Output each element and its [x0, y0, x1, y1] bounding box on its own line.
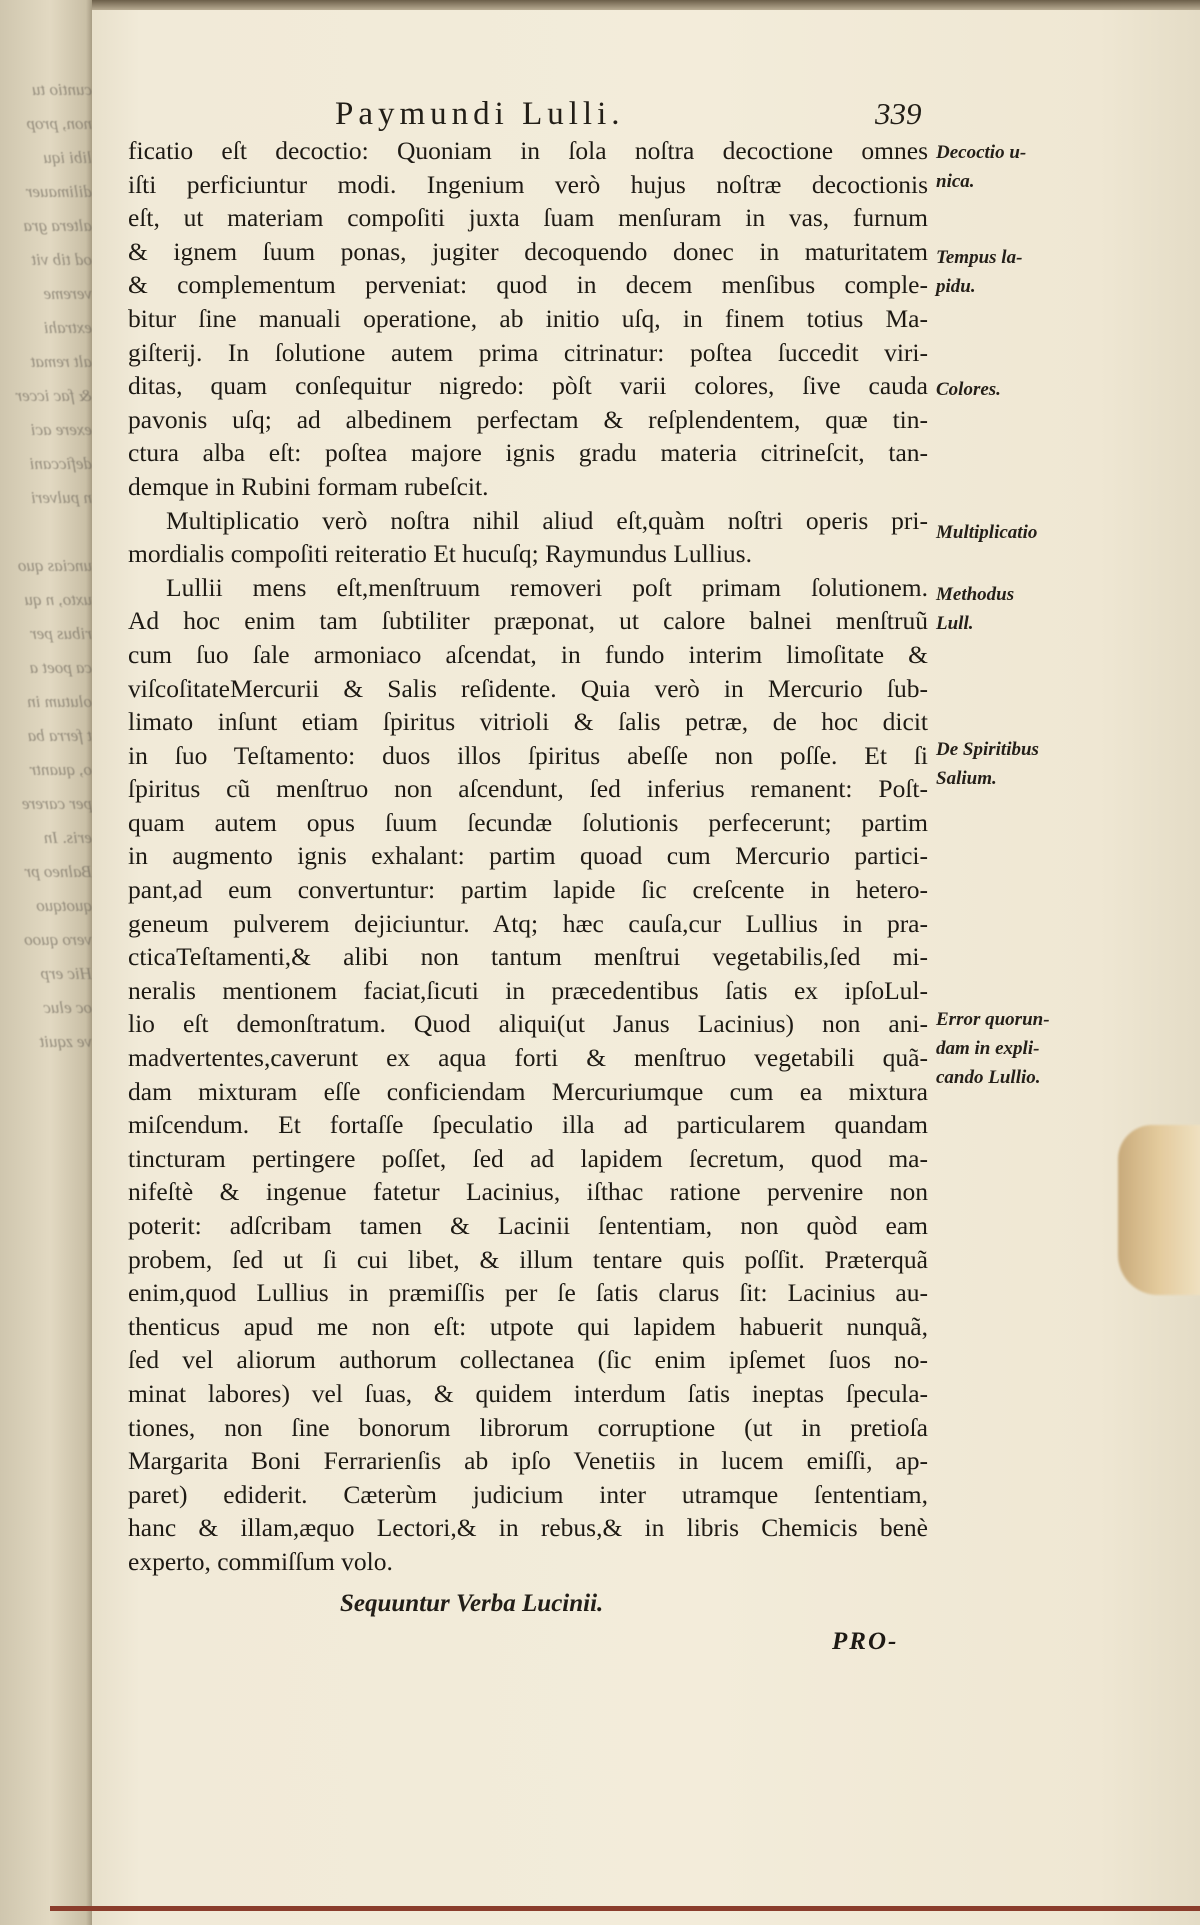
text-line: miſcendum. Et fortaſſe ſpeculatio illa ad particularem quandam	[128, 1110, 928, 1140]
text-line: minat labores) vel ſuas, & quidem interdum ſatis ineptas ſpecula-	[128, 1378, 928, 1408]
marginal-note-line: Multiplicatio	[936, 522, 1038, 543]
page-number: 339	[875, 96, 922, 131]
text-line: limato inſunt etiam ſpiritus vitrioli & ſalis petræ, de hoc dicit	[128, 707, 928, 737]
text-line: in augmento ignis exhalant: partim quoad cum Mercurio partici-	[128, 841, 928, 871]
text-line: experto, commiſſum volo.	[128, 1546, 393, 1576]
text-line: tiones, non ſine bonorum librorum corruptione (ut in pretioſa	[128, 1412, 928, 1442]
text-line: geneum pulverem dejiciuntur. Atq; hæc cauſa,cur Lullius in pra-	[128, 908, 928, 938]
body-text	[128, 134, 928, 1579]
marginal-note-line: Error quorun-	[936, 1009, 1050, 1030]
text-line: ditas, quam conſequitur nigredo: pòſt varii colores, ſive cauda	[128, 371, 928, 401]
text-line: in ſuo Teſtamento: duos illos ſpiritus abeſſe non poſſe. Et ſi	[128, 740, 928, 770]
text-line: Lullii mens eſt,menſtruum removeri poſt primam ſolutionem.	[166, 572, 928, 602]
marginal-note	[936, 243, 1086, 301]
marginal-note-line: Lull.	[936, 613, 974, 634]
text-line: nifeſtè & ingenue fatetur Lacinius, iſthac ratione pervenire non	[128, 1177, 928, 1207]
text-line: cticaTeſtamenti,& alibi non tantum menſtrui vegetabilis,ſed mi-	[128, 942, 928, 972]
text-line: giſterij. In ſolutione autem prima citrinatur: poſtea ſuccedit viri-	[128, 337, 928, 367]
text-line: Multiplicatio verò noſtra nihil aliud eſt,quàm noſtri operis pri-	[166, 505, 928, 535]
text-line: & ignem ſuum ponas, jugiter decoquendo donec in maturitatem	[128, 236, 928, 266]
text-line: cum ſuo ſale armoniaco aſcendat, in fundo interim limoſitate &	[128, 639, 928, 669]
marginal-note-line: De Spiritibus	[936, 739, 1039, 760]
text-line: iſti perficiuntur modi. Ingenium verò hujus noſtræ decoctionis	[128, 169, 928, 199]
text-line: pant,ad eum convertuntur: partim lapide ſic creſcente in hetero-	[128, 875, 928, 905]
marginal-note-line: nica.	[936, 171, 975, 192]
section-caption: Sequuntur Verba Lucinii.	[340, 1590, 604, 1617]
marginal-note-line: Tempus la-	[936, 247, 1023, 268]
text-line: viſcoſitateMercurii & Salis reſidente. Quia verò in Mercurio ſub-	[128, 673, 928, 703]
foreign-object-brush	[1118, 1125, 1200, 1295]
marginal-note	[936, 375, 1086, 404]
marginal-note-line: pidu.	[936, 276, 976, 297]
marginal-note	[936, 138, 1086, 196]
text-line: madvertentes,caverunt ex aqua forti & menſtruo vegetabili quã-	[128, 1043, 928, 1073]
text-line: ſed vel aliorum authorum collectanea (ſic enim ipſemet ſuos no-	[128, 1345, 928, 1375]
text-line: pavonis uſq; ad albedinem perfectam & reſplendentem, quæ tin-	[128, 404, 928, 434]
top-edge-rule	[92, 0, 1200, 10]
text-line: ctura alba eſt: poſtea majore ignis gradu materia citrineſcit, tan-	[128, 438, 928, 468]
text-line: paret) ediderit. Cæterùm judicium inter utramque ſententiam,	[128, 1479, 928, 1509]
text-line: Margarita Boni Ferrarienſis ab ipſo Venetiis in lucem emiſſi, ap-	[128, 1446, 928, 1476]
marginal-note	[936, 518, 1086, 547]
text-line: tincturam pertingere poſſet, ſed ad lapidem ſecretum, quod ma-	[128, 1143, 928, 1173]
running-head: Paymundi Lulli.	[335, 96, 625, 132]
marginal-note	[936, 580, 1086, 638]
text-line: thenticus apud me non eſt: utpote qui lapidem habuerit nunquã,	[128, 1311, 928, 1341]
marginal-note-line: Decoctio u-	[936, 142, 1027, 163]
marginal-note-line: Salium.	[936, 768, 997, 789]
text-line: ſpiritus cũ menſtruo non aſcendunt, ſed inferius remanent: Poſt-	[128, 774, 928, 804]
text-line: probem, ſed ut ſi cui libet, & illum tentare quis poſſit. Præterquã	[128, 1244, 928, 1274]
text-line: lio eſt demonſtratum. Quod aliqui(ut Janus Lacinius) non ani-	[128, 1009, 928, 1039]
text-line: neralis mentionem faciat,ſicuti in præcedentibus ſatis ex ipſoLul-	[128, 975, 928, 1005]
text-line: poterit: adſcribam tamen & Lacinii ſententiam, non quòd eam	[128, 1211, 928, 1240]
marginal-note	[936, 735, 1086, 793]
marginal-note-line: Methodus	[936, 584, 1015, 605]
text-line: quam autem opus ſuum ſecundæ ſolutionis perfecerunt; partim	[128, 807, 928, 837]
text-line: bitur ſine manuali operatione, ab initio uſq, in finem totius Ma-	[128, 303, 928, 333]
bleed-through-left-page: cuntio tu non, prop libi iqu dilimauer altera gra od tib vit vereme extrahi alt remat & fac iccer exere aci deficcani n pulveri uncias quo uxto, n qu ribus per ca poet a olutum in t ferra ba o, quantr per carere eris. In Balneo pr quotquo vero quoo Hic erp oc eluc ve zquit	[0, 0, 92, 1925]
text-line: enim,quod Lullius in præmiſſis per ſe ſatis clarus ſit: Lacinius au-	[128, 1278, 928, 1308]
text-line: mordialis compoſiti reiteratio Et hucuſq; Raymundus Lullius.	[128, 539, 752, 569]
text-line: Ad hoc enim tam ſubtiliter præponat, ut calore balnei menſtruũ	[128, 606, 928, 636]
text-line: eſt, ut materiam compoſiti juxta ſuam menſuram in vas, furnum	[128, 203, 928, 233]
text-line: & complementum perveniat: quod in decem menſibus comple-	[128, 270, 928, 300]
marginal-note-line: Colores.	[936, 379, 1001, 400]
marginal-note-line: cando Lullio.	[936, 1067, 1041, 1088]
text-line: demque in Rubini formam rubeſcit.	[128, 471, 489, 501]
marginal-note	[936, 1005, 1086, 1092]
text-line: hanc & illam,æquo Lectori,& in rebus,& in libris Chemicis benè	[128, 1513, 928, 1543]
text-line: ficatio eſt decoctio: Quoniam in ſola noſtra decoctione omnes	[128, 136, 928, 165]
catchword: PRO-	[832, 1628, 899, 1655]
marginal-note-line: dam in expli-	[936, 1038, 1040, 1059]
bottom-edge-rule	[50, 1906, 1200, 1911]
text-line: dam mixturam eſſe conficiendam Mercuriumque cum ea mixtura	[128, 1076, 928, 1106]
